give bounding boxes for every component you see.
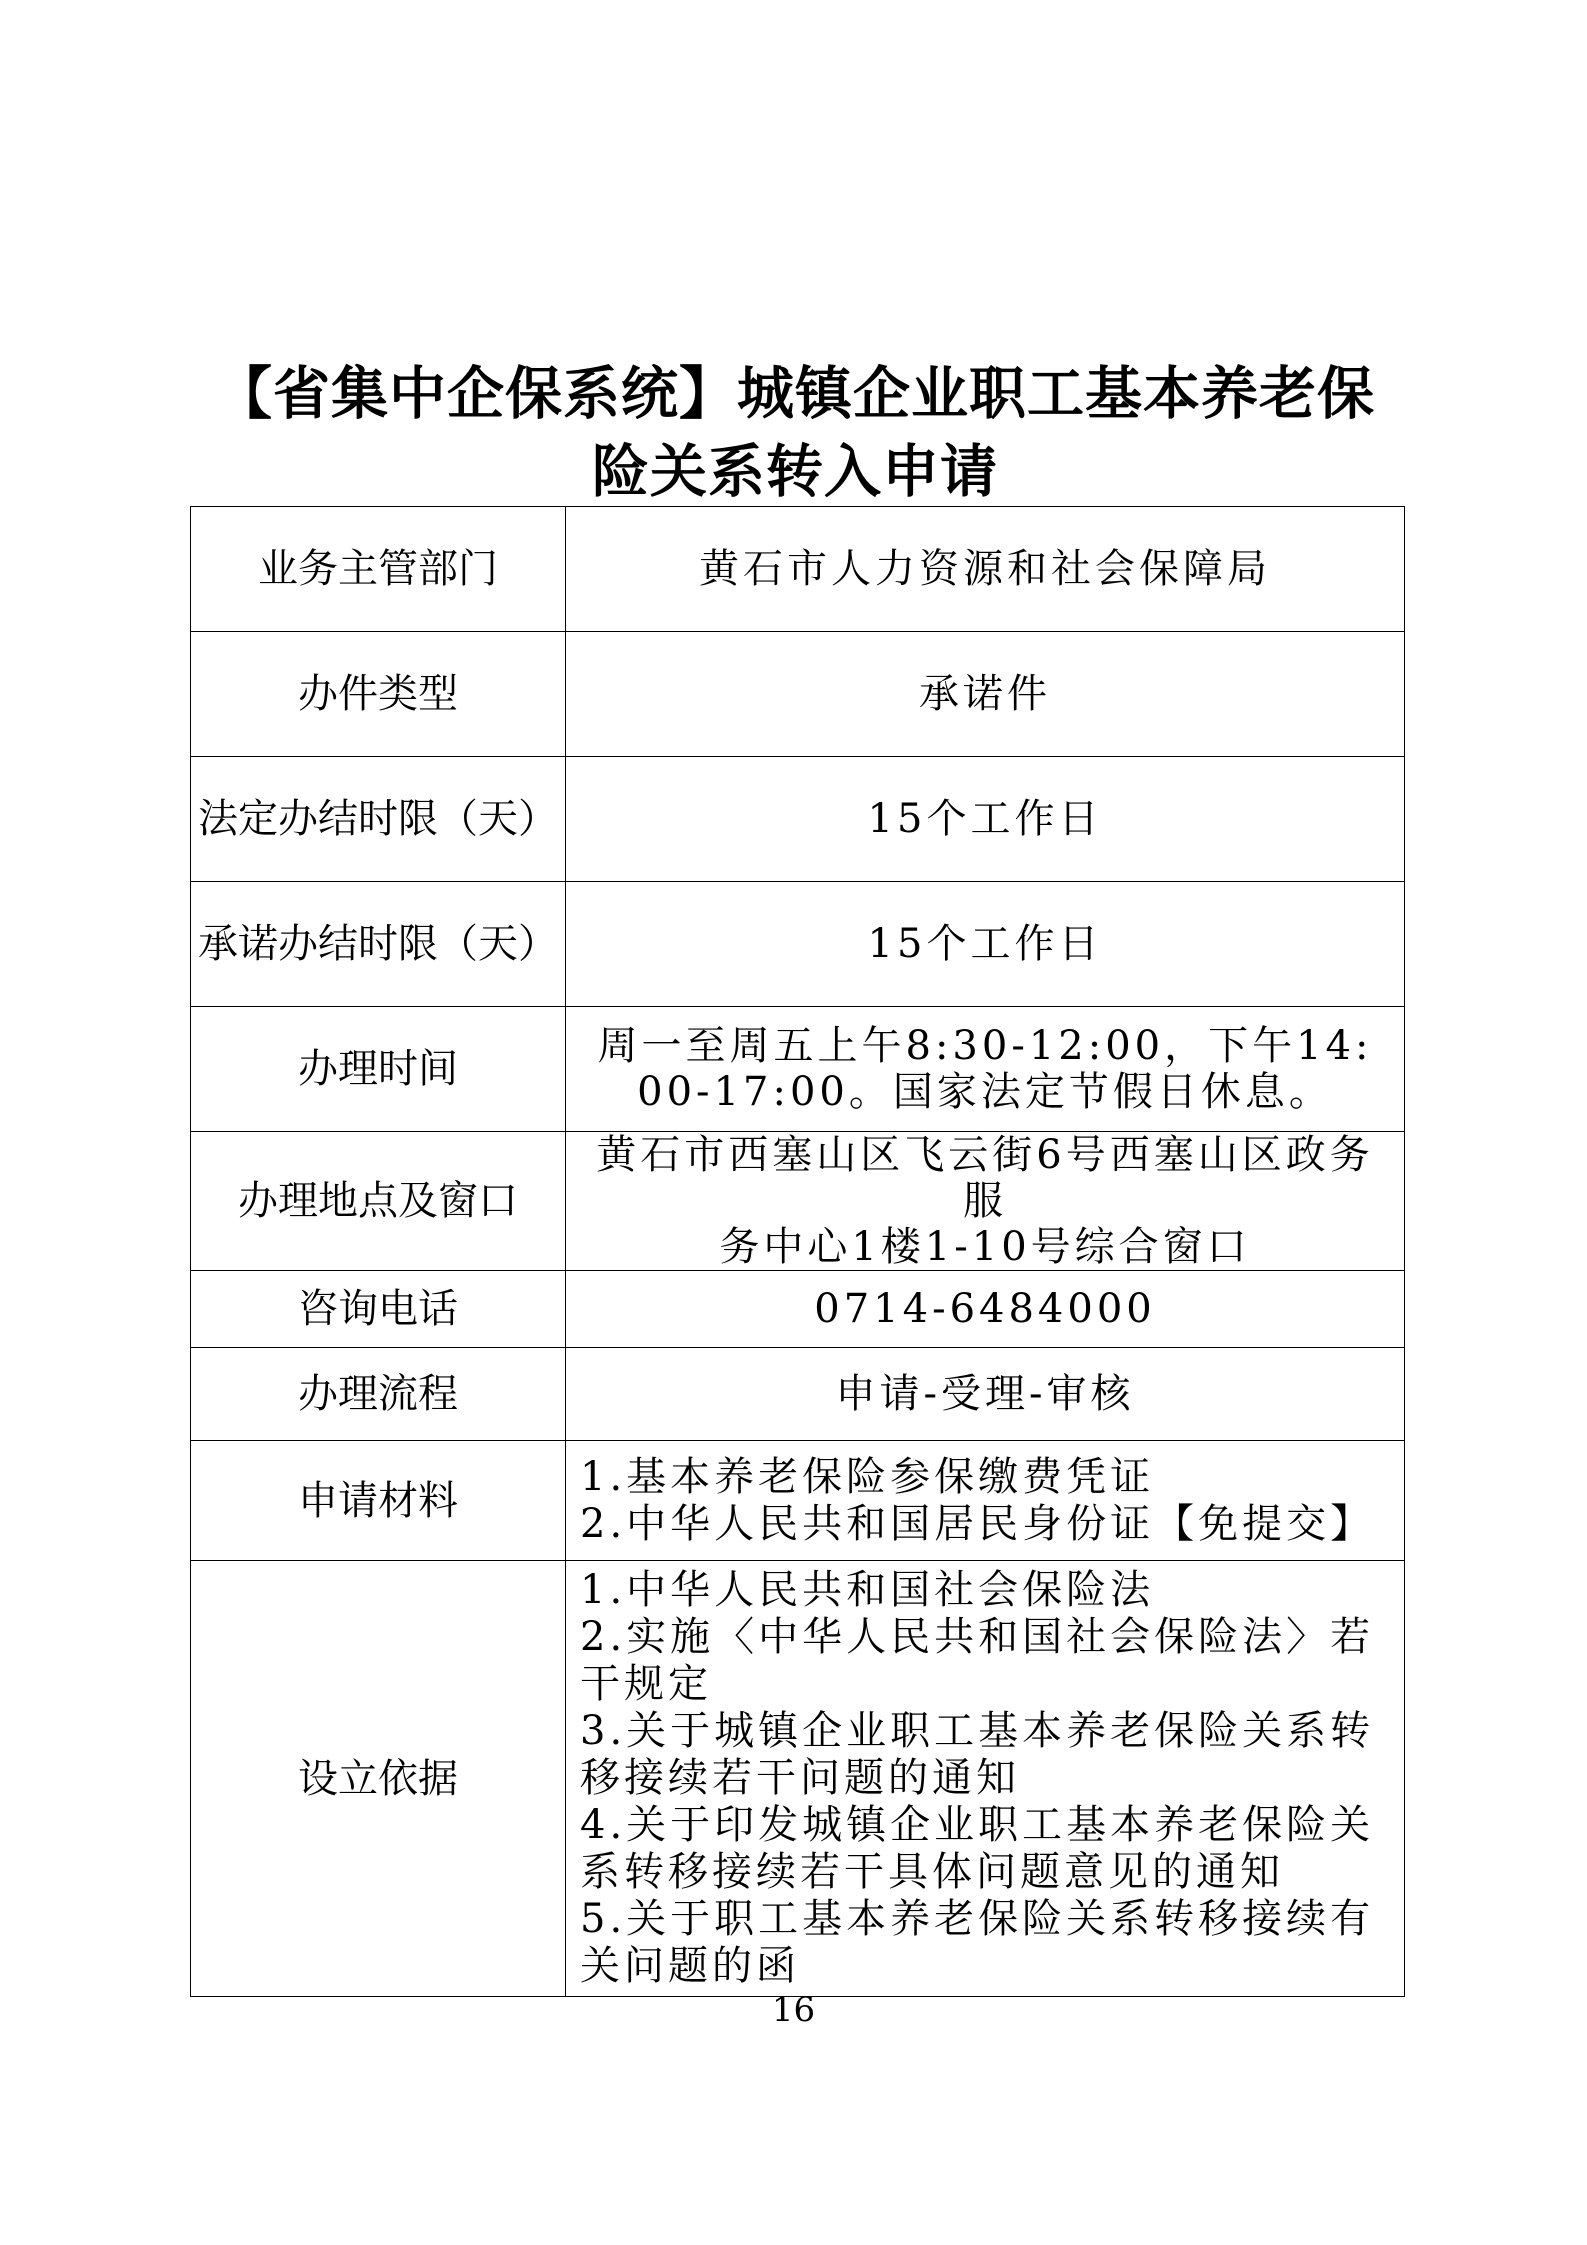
materials-item: 1.基本养老保险参保缴费凭证 — [580, 1453, 1155, 1500]
document-title — [190, 355, 1400, 511]
label-hours: 办理时间 — [191, 1007, 566, 1132]
label-basis: 设立依据 — [191, 1561, 566, 1997]
hours-line-1: 周一至周五上午8:30-12:00，下午14: — [597, 1023, 1373, 1069]
row-promised-limit — [191, 882, 1405, 1007]
label-case-type: 办件类型 — [191, 632, 566, 757]
value-hours — [566, 1007, 1405, 1132]
title-line-1: 【省集中企保系统】城镇企业职工基本养老保 — [215, 361, 1375, 427]
materials-item: 2.中华人民共和国居民身份证【免提交】 — [580, 1500, 1375, 1547]
row-location — [191, 1132, 1405, 1271]
label-process: 办理流程 — [191, 1348, 566, 1441]
location-line-2: 务中心1楼1-10号综合窗口 — [719, 1224, 1251, 1270]
value-legal-limit: 15个工作日 — [566, 757, 1405, 882]
value-department: 黄石市人力资源和社会保障局 — [566, 507, 1405, 632]
value-basis — [566, 1561, 1405, 1997]
row-process — [191, 1348, 1405, 1441]
row-department — [191, 507, 1405, 632]
basis-item: 4.关于印发城镇企业职工基本养老保险关系转移接续若干具体问题意见的通知 — [580, 1802, 1375, 1895]
value-promised-limit: 15个工作日 — [566, 882, 1405, 1007]
hours-line-2: 00-17:00。国家法定节假日休息。 — [637, 1069, 1333, 1115]
label-phone: 咨询电话 — [191, 1271, 566, 1348]
value-case-type: 承诺件 — [566, 632, 1405, 757]
row-basis — [191, 1561, 1405, 1997]
value-materials — [566, 1441, 1405, 1561]
value-phone: 0714-6484000 — [566, 1271, 1405, 1348]
basis-item: 5.关于职工基本养老保险关系转移接续有关问题的函 — [580, 1896, 1375, 1989]
label-materials: 申请材料 — [191, 1441, 566, 1561]
label-department: 业务主管部门 — [191, 507, 566, 632]
value-process: 申请-受理-审核 — [566, 1348, 1405, 1441]
label-location: 办理地点及窗口 — [191, 1132, 566, 1271]
basis-item: 1.中华人民共和国社会保险法 — [580, 1567, 1155, 1613]
row-materials — [191, 1441, 1405, 1561]
row-case-type — [191, 632, 1405, 757]
value-location — [566, 1132, 1405, 1271]
page-number: 16 — [771, 1990, 816, 2030]
row-hours — [191, 1007, 1405, 1132]
basis-item: 3.关于城镇企业职工基本养老保险关系转移接续若干问题的通知 — [580, 1708, 1375, 1801]
service-info-table — [190, 506, 1405, 1997]
label-promised-limit: 承诺办结时限（天） — [191, 882, 566, 1007]
row-legal-limit — [191, 757, 1405, 882]
location-line-1: 黄石市西塞山区飞云街6号西塞山区政务服 — [596, 1132, 1374, 1224]
label-legal-limit: 法定办结时限（天） — [191, 757, 566, 882]
basis-item: 2.实施〈中华人民共和国社会保险法〉若干规定 — [580, 1614, 1375, 1707]
title-line-2: 险关系转入申请 — [592, 439, 998, 505]
row-phone — [191, 1271, 1405, 1348]
